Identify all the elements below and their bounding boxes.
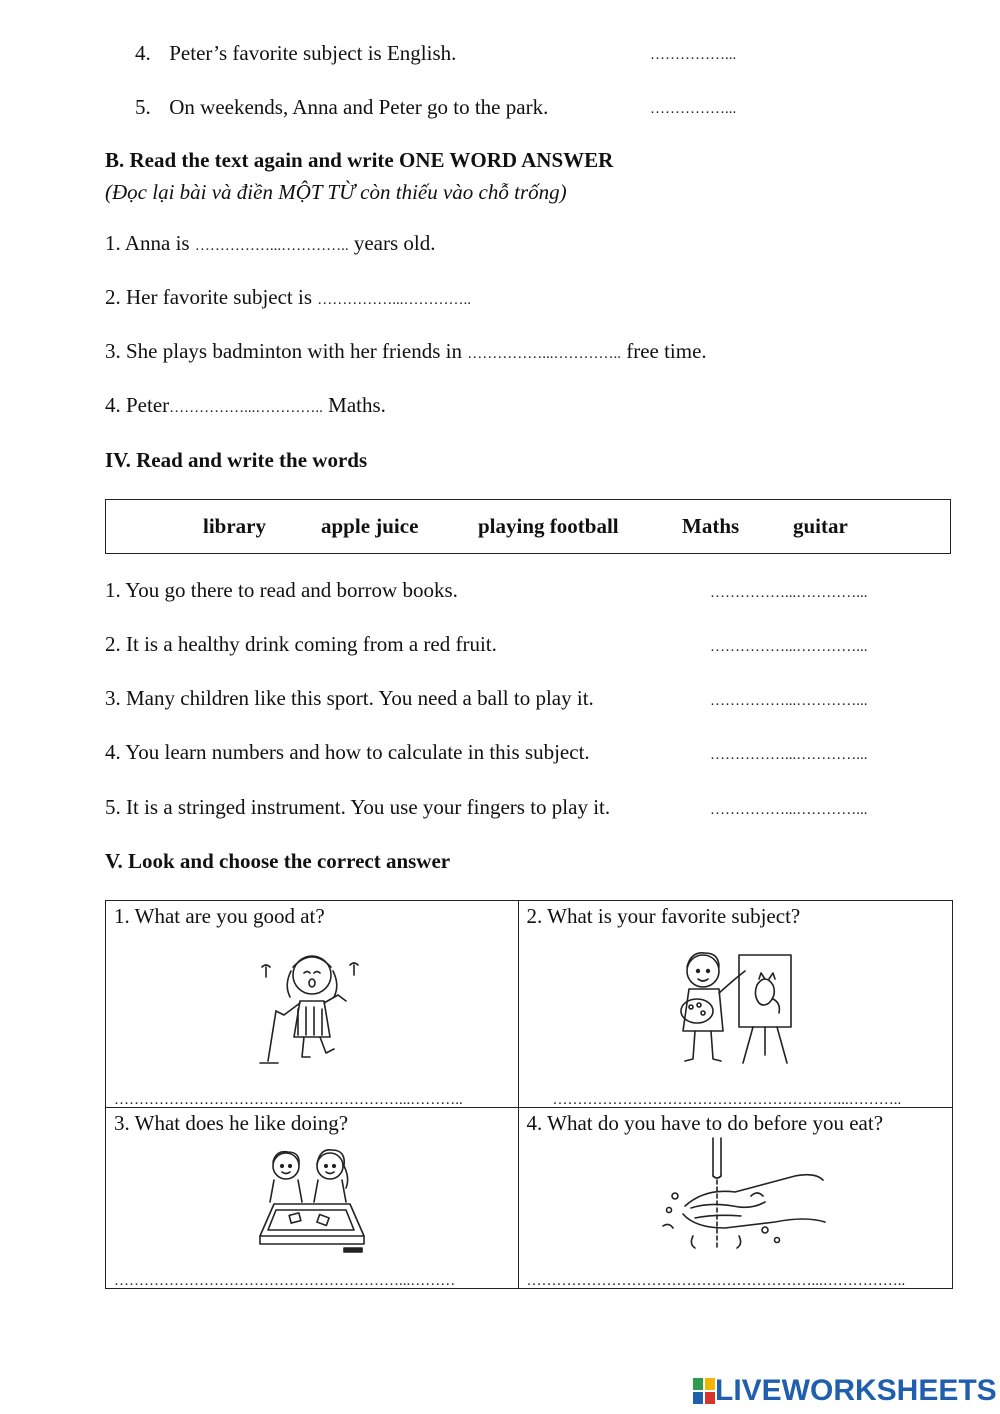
b-item-1-blank[interactable]: ……………...………….. [194,238,349,254]
word-bank-guitar: guitar [793,514,848,538]
b-item-1-pre: 1. Anna is [105,231,195,255]
section-b-title: B. Read the text again and write ONE WORD ANSWER [105,148,614,172]
a-item-5-answer-blank[interactable]: ……………... [650,101,737,117]
iv-item-5-text: 5. It is a stringed instrument. You use your fingers to play it. [105,795,611,819]
cell-q2-answer-blank[interactable]: …………………………………………………...……….. [552,1092,902,1108]
b-item-3-post: free time. [620,339,707,363]
iv-item-3-blank[interactable]: ……………...…………... [710,693,868,709]
b-item-3-blank[interactable]: ……………...………….. [467,346,621,362]
painting-boy-icon [669,945,805,1069]
section-b-subtitle: (Đọc lại bài và điền MỘT TỪ còn thiếu vào chỗ trống) [105,180,567,204]
a-item-5 [135,95,548,120]
iv-item-1-blank[interactable]: ……………...…………... [710,585,868,601]
b-item-4-pre: 4. Peter [105,393,170,417]
a-item-5-num: 5. [135,95,151,119]
washing-hands-icon [655,1136,831,1254]
word-bank-box [105,499,951,554]
iv-item-2-text: 2. It is a healthy drink coming from a red fruit. [105,632,497,656]
b-item-2-pre: 2. Her favorite subject is [105,285,318,309]
board-game-icon [256,1144,368,1256]
a-item-4-text: Peter’s favorite subject is English. [169,41,457,65]
picture-question-table [105,900,953,1289]
iv-item-2-blank[interactable]: ……………...…………... [710,639,868,655]
iv-item-4-blank[interactable]: ……………...…………... [710,747,868,763]
cell-q3-question: 3. What does he like doing? [114,1111,349,1135]
a-item-4-num: 4. [135,41,151,65]
cell-q3 [106,1108,519,1289]
liveworksheets-logo-text: LIVEWORKSHEETS [715,1374,997,1407]
cell-q2-question: 2. What is your favorite subject? [526,904,801,928]
liveworksheets-logo-icon [693,1378,715,1404]
b-item-4-blank[interactable]: ……………...………….. [169,400,323,416]
singing-girl-icon [254,945,370,1069]
word-bank-playing-football: playing football [478,514,619,538]
iv-item-1-text: 1. You go there to read and borrow books. [105,578,458,602]
cell-q1-answer-blank[interactable]: …………………………………………………...……….. [114,1092,463,1108]
word-bank-maths: Maths [682,514,740,538]
word-bank-apple-juice: apple juice [321,514,419,538]
cell-q1 [106,901,519,1108]
cell-q3-answer-blank[interactable]: …………………………………………………...……… [114,1273,456,1289]
cell-q4-question: 4. What do you have to do before you eat? [526,1111,884,1135]
section-iv-title: IV. Read and write the words [105,448,368,472]
a-item-4-answer-blank[interactable]: ……………... [650,47,737,63]
b-item-4-post: Maths. [322,393,386,417]
b-item-3-pre: 3. She plays badminton with her friends in [105,339,468,363]
cell-q4 [518,1108,952,1289]
b-item-2-blank[interactable]: ……………...………….. [317,292,472,308]
b-item-2 [105,285,471,310]
iv-item-4-text: 4. You learn numbers and how to calculate in this subject. [105,740,590,764]
b-item-4 [105,393,386,418]
b-item-1-post: years old. [348,231,436,255]
cell-q1-question: 1. What are you good at? [114,904,325,928]
section-v-title: V. Look and choose the correct answer [105,849,451,873]
liveworksheets-logo[interactable] [693,1374,997,1408]
cell-q2 [518,901,952,1108]
iv-item-5-blank[interactable]: ……………...…………... [710,802,868,818]
cell-q4-answer-blank[interactable]: …………………………………………………...…………….. [526,1273,906,1289]
iv-item-3-text: 3. Many children like this sport. You need a ball to play it. [105,686,594,710]
b-item-1 [105,231,436,256]
word-bank-library: library [203,514,266,538]
a-item-4 [135,41,456,66]
a-item-5-text: On weekends, Anna and Peter go to the park. [169,95,549,119]
b-item-3 [105,339,707,364]
